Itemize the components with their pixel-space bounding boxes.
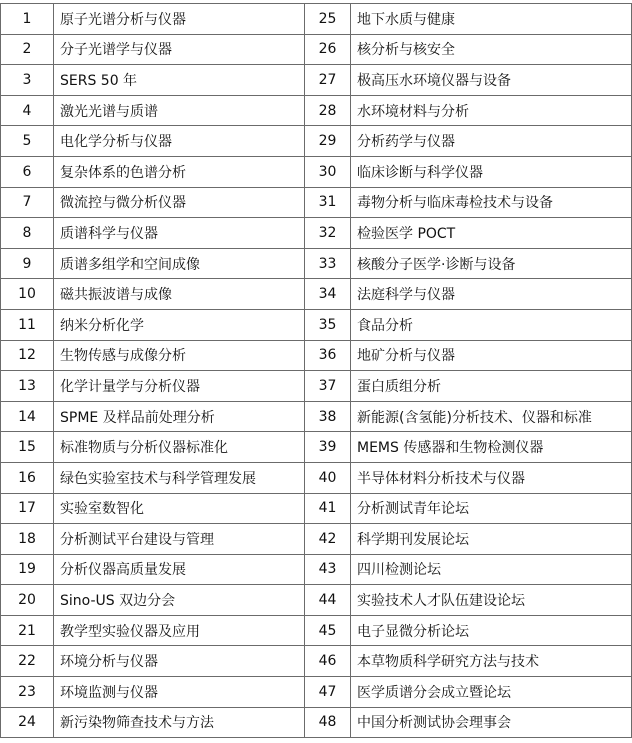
forum-name: 蛋白质组分析 (351, 371, 632, 402)
forum-name: 中国分析测试协会理事会 (351, 707, 632, 738)
forum-name: 本草物质科学研究方法与技术 (351, 646, 632, 677)
forum-number: 21 (1, 615, 54, 646)
table-row (1, 309, 632, 340)
forum-number: 48 (305, 707, 351, 738)
forum-number: 23 (1, 677, 54, 708)
forum-name: 纳米分析化学 (54, 309, 305, 340)
forum-number: 45 (305, 615, 351, 646)
forum-name: 复杂体系的色谱分析 (54, 156, 305, 187)
table-row (1, 218, 632, 249)
forum-number: 14 (1, 401, 54, 432)
forum-number: 46 (305, 646, 351, 677)
forum-name: 分子光谱学与仪器 (54, 34, 305, 65)
forum-name: 极高压水环境仪器与设备 (351, 65, 632, 96)
forum-number: 26 (305, 34, 351, 65)
forum-name: 新能源(含氢能)分析技术、仪器和标准 (351, 401, 632, 432)
forum-number: 36 (305, 340, 351, 371)
forum-number: 30 (305, 156, 351, 187)
table-row (1, 248, 632, 279)
forum-number: 29 (305, 126, 351, 157)
forum-name: 磁共振波谱与成像 (54, 279, 305, 310)
forum-number: 20 (1, 585, 54, 616)
table-row (1, 462, 632, 493)
table-row (1, 279, 632, 310)
forum-name: 地下水质与健康 (351, 4, 632, 35)
forum-number: 10 (1, 279, 54, 310)
forum-number: 16 (1, 462, 54, 493)
forum-name: 标准物质与分析仪器标准化 (54, 432, 305, 463)
table-row (1, 646, 632, 677)
forum-name: 环境分析与仪器 (54, 646, 305, 677)
table-row (1, 677, 632, 708)
forum-name: 原子光谱分析与仪器 (54, 4, 305, 35)
forum-number: 32 (305, 218, 351, 249)
forum-name: 质谱科学与仪器 (54, 218, 305, 249)
forum-name: 教学型实验仪器及应用 (54, 615, 305, 646)
forum-number: 13 (1, 371, 54, 402)
forum-name: 分析测试平台建设与管理 (54, 524, 305, 555)
forum-number: 11 (1, 309, 54, 340)
forum-name: 实验技术人才队伍建设论坛 (351, 585, 632, 616)
forum-table-body (1, 4, 632, 738)
forum-number: 37 (305, 371, 351, 402)
table-row (1, 95, 632, 126)
table-row (1, 187, 632, 218)
table-row (1, 432, 632, 463)
forum-table (0, 3, 632, 738)
forum-name: 核分析与核安全 (351, 34, 632, 65)
forum-name: 分析测试青年论坛 (351, 493, 632, 524)
table-row (1, 554, 632, 585)
forum-name: 食品分析 (351, 309, 632, 340)
forum-name: 毒物分析与临床毒检技术与设备 (351, 187, 632, 218)
table-row (1, 524, 632, 555)
forum-name: 激光光谱与质谱 (54, 95, 305, 126)
forum-name: 生物传感与成像分析 (54, 340, 305, 371)
table-row (1, 585, 632, 616)
forum-number: 12 (1, 340, 54, 371)
table-row (1, 65, 632, 96)
forum-number: 9 (1, 248, 54, 279)
forum-name: MEMS 传感器和生物检测仪器 (351, 432, 632, 463)
forum-number: 24 (1, 707, 54, 738)
forum-number: 38 (305, 401, 351, 432)
forum-number: 1 (1, 4, 54, 35)
forum-name: 微流控与微分析仪器 (54, 187, 305, 218)
forum-number: 42 (305, 524, 351, 555)
forum-name: 电化学分析与仪器 (54, 126, 305, 157)
forum-number: 7 (1, 187, 54, 218)
forum-number: 22 (1, 646, 54, 677)
forum-name: 绿色实验室技术与科学管理发展 (54, 462, 305, 493)
forum-number: 2 (1, 34, 54, 65)
forum-number: 44 (305, 585, 351, 616)
forum-name: 科学期刊发展论坛 (351, 524, 632, 555)
forum-number: 8 (1, 218, 54, 249)
forum-name: 法庭科学与仪器 (351, 279, 632, 310)
forum-name: 医学质谱分会成立暨论坛 (351, 677, 632, 708)
forum-number: 3 (1, 65, 54, 96)
forum-name: 地矿分析与仪器 (351, 340, 632, 371)
forum-name: SERS 50 年 (54, 65, 305, 96)
forum-number: 28 (305, 95, 351, 126)
forum-name: SPME 及样品前处理分析 (54, 401, 305, 432)
table-row (1, 493, 632, 524)
forum-name: 新污染物筛查技术与方法 (54, 707, 305, 738)
forum-name: 环境监测与仪器 (54, 677, 305, 708)
forum-number: 25 (305, 4, 351, 35)
forum-number: 34 (305, 279, 351, 310)
forum-number: 31 (305, 187, 351, 218)
forum-name: 分析药学与仪器 (351, 126, 632, 157)
forum-number: 19 (1, 554, 54, 585)
table-row (1, 126, 632, 157)
forum-number: 17 (1, 493, 54, 524)
forum-number: 43 (305, 554, 351, 585)
forum-name: 临床诊断与科学仪器 (351, 156, 632, 187)
table-row (1, 707, 632, 738)
table-row (1, 4, 632, 35)
forum-number: 6 (1, 156, 54, 187)
forum-number: 40 (305, 462, 351, 493)
forum-name: 化学计量学与分析仪器 (54, 371, 305, 402)
forum-name: 核酸分子医学·诊断与设备 (351, 248, 632, 279)
table-row (1, 371, 632, 402)
table-row (1, 615, 632, 646)
forum-name: Sino-US 双边分会 (54, 585, 305, 616)
forum-number: 18 (1, 524, 54, 555)
forum-number: 35 (305, 309, 351, 340)
forum-name: 检验医学 POCT (351, 218, 632, 249)
forum-name: 水环境材料与分析 (351, 95, 632, 126)
forum-name: 实验室数智化 (54, 493, 305, 524)
forum-number: 27 (305, 65, 351, 96)
forum-name: 半导体材料分析技术与仪器 (351, 462, 632, 493)
forum-name: 四川检测论坛 (351, 554, 632, 585)
forum-name: 电子显微分析论坛 (351, 615, 632, 646)
forum-number: 4 (1, 95, 54, 126)
table-row (1, 34, 632, 65)
table-row (1, 401, 632, 432)
forum-name: 质谱多组学和空间成像 (54, 248, 305, 279)
forum-number: 5 (1, 126, 54, 157)
forum-number: 33 (305, 248, 351, 279)
forum-number: 39 (305, 432, 351, 463)
table-row (1, 340, 632, 371)
forum-number: 15 (1, 432, 54, 463)
forum-name: 分析仪器高质量发展 (54, 554, 305, 585)
forum-number: 41 (305, 493, 351, 524)
table-row (1, 156, 632, 187)
forum-number: 47 (305, 677, 351, 708)
